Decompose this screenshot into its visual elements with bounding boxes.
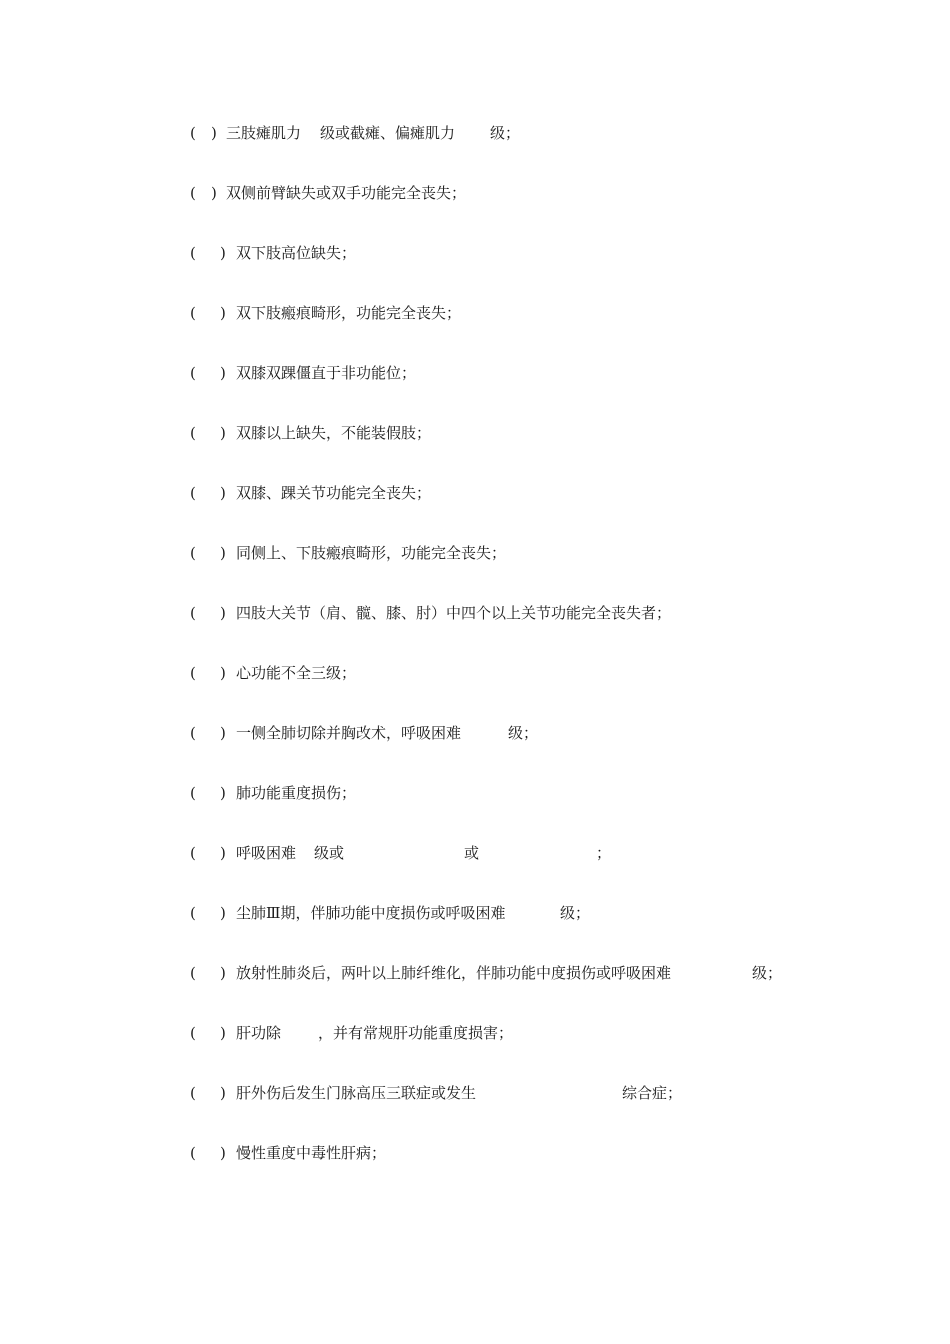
item-text: 级； (752, 964, 783, 982)
item-text: 双下肢高位缺失； (236, 244, 357, 262)
paren-close: ) (220, 424, 226, 442)
item-text: 双膝、踝关节功能完全丧失； (236, 484, 432, 502)
paren-open: ( (190, 304, 196, 322)
item-text: 双下肢瘢痕畸形，功能完全丧失； (236, 304, 462, 322)
item-text: 同侧上、下肢瘢痕畸形，功能完全丧失； (236, 544, 507, 562)
item-text: 综合症； (622, 1084, 683, 1102)
paren-open: ( (190, 544, 196, 562)
item-text: 慢性重度中毒性肝病； (236, 1144, 387, 1162)
paren-open: ( (190, 484, 196, 502)
paren-close: ) (211, 124, 217, 142)
item-text: 级； (490, 124, 521, 142)
paren-close: ) (220, 724, 226, 742)
paren-open: ( (190, 664, 196, 682)
paren-open: ( (190, 184, 196, 202)
item-text: 级或 (314, 844, 345, 862)
item-text: 级或截瘫、偏瘫肌力 (320, 124, 456, 142)
paren-open: ( (190, 724, 196, 742)
paren-close: ) (220, 784, 226, 802)
paren-open: ( (190, 904, 196, 922)
paren-close: ) (220, 544, 226, 562)
paren-close: ) (220, 1084, 226, 1102)
paren-open: ( (190, 244, 196, 262)
paren-open: ( (190, 1084, 196, 1102)
paren-open: ( (190, 604, 196, 622)
paren-close: ) (220, 244, 226, 262)
item-text: 三肢瘫肌力 (226, 124, 302, 142)
item-text: 心功能不全三级； (236, 664, 357, 682)
paren-close: ) (220, 1024, 226, 1042)
paren-open: ( (190, 964, 196, 982)
item-text: 放射性肺炎后，两叶以上肺纤维化，伴肺功能中度损伤或呼吸困难 (236, 964, 672, 982)
paren-open: ( (190, 1144, 196, 1162)
paren-close: ) (220, 484, 226, 502)
item-text: 肝功除 (236, 1024, 282, 1042)
paren-open: ( (190, 364, 196, 382)
item-text: 四肢大关节（肩、髋、膝、肘）中四个以上关节功能完全丧失者； (236, 604, 672, 622)
paren-close: ) (220, 304, 226, 322)
paren-close: ) (220, 904, 226, 922)
paren-open: ( (190, 844, 196, 862)
item-text: 双膝双踝僵直于非功能位； (236, 364, 417, 382)
item-text: 肝外伤后发生门脉高压三联症或发生 (236, 1084, 477, 1102)
item-text: 尘肺Ⅲ期，伴肺功能中度损伤或呼吸困难 (236, 904, 506, 922)
paren-close: ) (220, 604, 226, 622)
paren-open: ( (190, 124, 196, 142)
item-text: 肺功能重度损伤； (236, 784, 357, 802)
paren-open: ( (190, 424, 196, 442)
item-text: ； (596, 844, 612, 862)
paren-close: ) (220, 664, 226, 682)
paren-close: ) (220, 1144, 226, 1162)
paren-open: ( (190, 1024, 196, 1042)
item-text: 双侧前臂缺失或双手功能完全丧失； (226, 184, 467, 202)
paren-close: ) (211, 184, 217, 202)
item-text: ，并有常规肝功能重度损害； (318, 1024, 514, 1042)
paren-close: ) (220, 844, 226, 862)
paren-close: ) (220, 964, 226, 982)
item-text: 或 (464, 844, 480, 862)
item-text: 呼吸困难 (236, 844, 297, 862)
paren-close: ) (220, 364, 226, 382)
paren-open: ( (190, 784, 196, 802)
item-text: 一侧全肺切除并胸改术，呼吸困难 (236, 724, 462, 742)
item-text: 级； (508, 724, 539, 742)
item-text: 级； (560, 904, 591, 922)
item-text: 双膝以上缺失，不能装假肢； (236, 424, 432, 442)
